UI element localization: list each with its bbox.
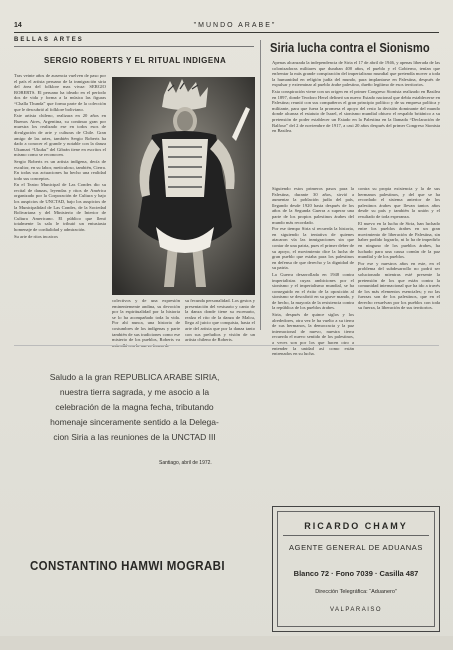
agent-city: VALPARAISO	[329, 607, 383, 613]
paragraph: Tras veinte años de ausencia vuelven de paso por el país el artista peruano de la inmigración siria del área del folklore mas vivaz: SERGIO ROBERTS. El peruano ha ideado en el período dos de vida y forma a la música las figuras “Challa Thunda” que forma parte de la colección que le descubrió al folklore boliviano.	[14, 73, 106, 112]
greeting-line: homenaje sinceramente sentido a la Delega-	[50, 417, 219, 427]
paragraph: Esta conspiración viene con un origen en el primer Congreso Sionista realizado en Basilea en 1897, donde Teodoro Herzl delineó un nuevo Estado nacional que debía establecerse en Palestina; reunió con sus compañeros el gran principio político y de su empresa política y militante, para que fuera la promesa el apoyo del resto la división dominante del mundo donde alcanza el estatuto de Israel, el sionismo mundial obtuvo el respaldo británico a su pretensión de poder establecer un Estado en la Palestina en la llamada “Declaración de Balfour” del 2 de noviembre de 1917, a casi 20 años después del primer Congreso Sionista en Basilea.	[272, 88, 440, 134]
paragraph: El nuevo en la lucha de Siria, han luchado entre los pueblos árabes en un gran movimiento de liberación de Palestina, sin haber podido lograrlo, ni lo ha de impedirlo en ninguno de los pueblos árabes, ha luchado para una causa común de la paz mundial y de los pueblos.	[358, 220, 440, 260]
dancer-photo	[112, 77, 255, 295]
agent-telegraph: Dirección Telegráfica: “Aduanero”	[315, 589, 397, 595]
header-rule	[14, 32, 439, 33]
paragraph: contra su propia existencia y la de sus hermanos palestinos, y del que se ha recordado el sistema anterior de los palestinos árabes que llevan tantos años desde su país y también la unión y el resultado de toda esperanza.	[358, 186, 440, 219]
greeting-line: cion Siria a las reuniones de la UNCTAD III	[53, 432, 216, 442]
section-rule	[14, 46, 254, 47]
page-bottom-edge	[0, 636, 453, 650]
publication-name: "MUNDO ARABE"	[193, 22, 277, 29]
greeting-line: celebración de la magna fecha, tributando	[55, 402, 214, 412]
customs-agent-advertisement	[272, 506, 440, 632]
agent-name: RICARDO CHAMY	[304, 521, 408, 531]
greeting-line: nuestra tierra sagrada, y me asocio a la	[59, 387, 210, 397]
paragraph: Apenas alcanzada la independencia de Siria el 17 de abril de 1946, y apenas liberada de las colonizadoras militares que duraban 400 años, el pueblo y el Gobierno, tenían que enfrentar la más grande conspiración del imperialismo mundial que pretendía mover a toda la humanidad en religión judía del mundo, para implantarse en Palestina, después de expulsar y exterminar al pueblo árabe palestino, dueño legítimo de esos territorios.	[272, 60, 440, 88]
article-roberts-col1	[14, 73, 106, 331]
greeting-advertisement	[27, 370, 242, 466]
agent-title: AGENTE GENERAL DE ADUANAS	[289, 543, 423, 552]
paragraph: En el Teatro Municipal de Las Condes dio su recital de danzas, leyendas y ritos de América organizado por la Corporación de Cultura y bajo los auspicios de UNCTAD, bajo los auspicios de la Municipalidad de Las Condes, de la Sociedad Bolivariana y del Ministerio de Interior de Cultura Americano. El público que llenó totalmente la sala le tributó un entusiasta homenaje de cordialidad y admiración.	[14, 182, 106, 233]
greeting-line: Saludo a la gran REPUBLICA ARABE SIRIA,	[49, 372, 220, 382]
paragraph: Sergio Roberts es un artista indígena, decía de escultor, en su labor, meticuloso, también, Cierra. En todas sus actuaciones ha hecho una realidad todo sus conceptos.	[14, 158, 106, 181]
paragraph: Por ese tiempo Siria sí recuerda la historia, en siguiendo la tentativa de quienes atacaron vía las inmigraciones sin que contar de una patria, pues el primer deber de su apoyo, el movimiento dice la lucha de gran pueblo que estaba para los palestinos en defensa de que derecho y la dignidad de su patria.	[272, 226, 354, 271]
paragraph: Siria, después de quince siglos y los alrededores, otra vez le ha vuelto a su tierra de sus hermanos, la democracia y la paz internacional de nuevo, nuestra tierra recuerda el nuevo sentido de los palestinos, a veces son por los que hacen otro a entender la unidad así como están entrenados en su lucha.	[272, 312, 354, 357]
paragraph: La Guerra desarrollada en 1948 contra imperialistas cuyas ambiciones por el sionismo y el imperialismo mundial, se ha conseguido en el éxito de la oposición al sionismo se descubrió en su grave mando, y de hecho, la mayoría de la resistencia contra la república de los pueblos árabes.	[272, 271, 354, 311]
article-title-siria: Siria lucha contra el Sionismo	[270, 40, 430, 55]
article-siria-col1	[272, 186, 354, 357]
paragraph: Este artista chileno, realizara en 20 años en Buenos Aires, Argentina, su continuo gran por muestra los realizado ese en todos esos de divulgación de arte y culturas de Chile. Gran amigo de las artes, también Sergio Roberts ha dado a conocer el grande y notable con la danza Ukumari “Ukuku” del Gibrán tiene en escritos el mismo como se reconocen.	[14, 113, 106, 158]
agent-name-rule	[283, 535, 429, 536]
paragraph: su fecunda personalidad. Los gestos y presentación del vestuario y canto de la danza donde tiene su escenario, realza el rito de la danza de Malcu, llega al juicio que conquista, hasta el arte del artista que por la danza tanto con sus preludios y visión de un artista chileno de Roberts.	[185, 298, 255, 343]
article-title-roberts: SERGIO ROBERTS Y EL RITUAL INDIGENA	[44, 56, 227, 65]
article-roberts-col3	[185, 298, 255, 343]
greeting-date: Santiago, abril de 1972.	[159, 460, 212, 466]
paragraph: Por ese y nuestros años en este, en el problema del subdesarrollo no podrá ser solucionado mientras esté presente la pretensión de los que están contra la comunidad internacional que ha ido a través de los más elementos esenciales; y no las fuerzas son de los palestinos, que en el derecho resuelvan por los pueblos con toda su fuerza, la liberación de sus territorios.	[358, 260, 440, 311]
paragraph: colectivos y de una expresión eminentemente andina, su devoción por la espiritualidad por la historia se lo ha acompañado toda la vida. Por ahí nunca, una historia de costumbres de los indígenas y parte también de sus tradiciones como ese misterio de los pueblos, Roberts va más allá con la nueva forma de	[112, 298, 180, 348]
article-siria-intro	[272, 60, 440, 172]
section-separator	[14, 345, 439, 346]
greeting-signature: CONSTANTINO HAMWI MOGRABI	[30, 559, 225, 573]
article-siria-col2	[358, 186, 440, 336]
paragraph: Su arte de ritos incaicos	[14, 233, 58, 239]
page-number: 14	[14, 22, 22, 29]
column-divider	[260, 40, 261, 330]
article-roberts-col2	[112, 298, 180, 348]
section-label: BELLAS ARTES	[14, 37, 84, 43]
agent-address: Blanco 72 · Fono 7039 · Casilla 487	[293, 569, 419, 578]
paragraph: Siguiendo estos primeros pasos para la Palestina, durante 30 años, sirvió a aumentar la población judía del país, llegando desde 1920 hasta después de los años de la Segunda Guerra a superar una parte de los propios palestinos árabes del mundo más recordado.	[272, 186, 354, 225]
